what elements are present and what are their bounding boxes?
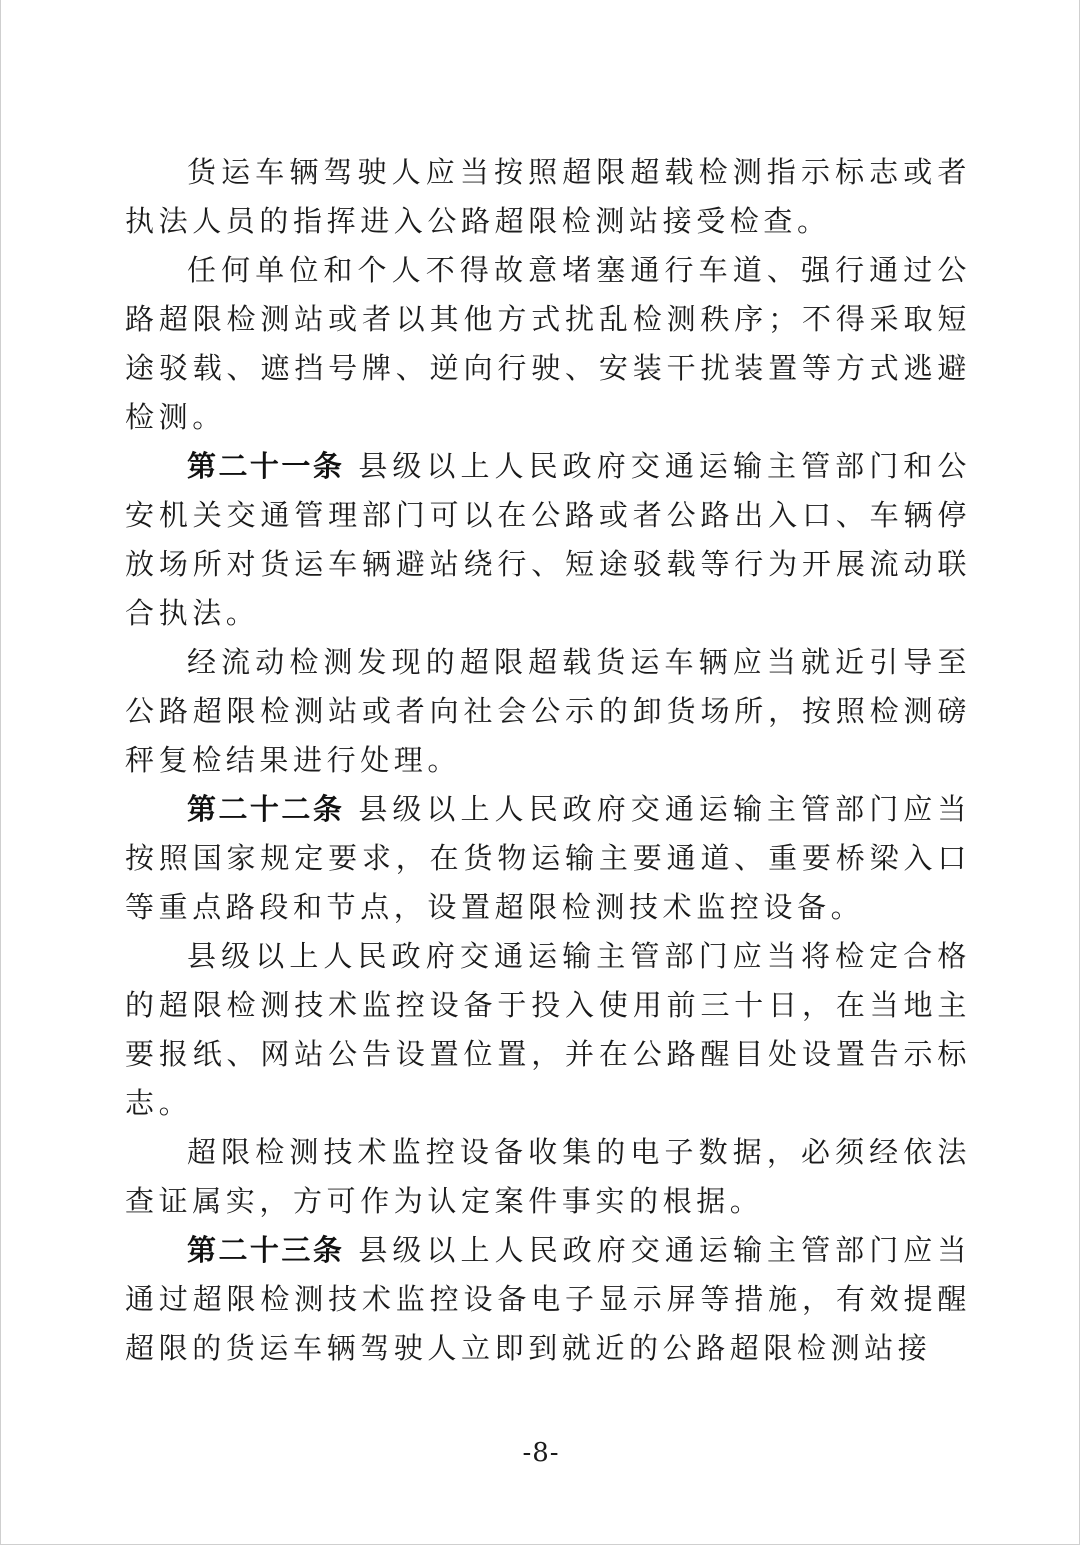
paragraph-text: 县级以上人民政府交通运输主管部门应当将检定合格的超限检测技术监控设备于投入使用前三十日，在当地主要报纸、网站公告设置位置，并在公路醒目处设置告示标志。 [125, 939, 971, 1120]
article-heading: 第二十二条 [187, 792, 345, 826]
paragraph-2 [125, 246, 971, 442]
paragraph-text: 任何单位和个人不得故意堵塞通行车道、强行通过公路超限检测站或者以其他方式扰乱检测秩序；不得采取短途驳载、遮挡号牌、逆向行驶、安装干扰装置等方式逃避检测。 [125, 253, 971, 434]
article-heading: 第二十一条 [187, 449, 345, 483]
paragraph-6 [125, 932, 971, 1128]
paragraph-text: 县级以上人民政府交通运输主管部门应当通过超限检测技术监控设备电子显示屏等措施，有效提醒超限的货运车辆驾驶人立即到就近的公路超限检测站接 [125, 1233, 971, 1365]
paragraph-text: 县级以上人民政府交通运输主管部门应当按照国家规定要求，在货物运输主要通道、重要桥梁入口等重点路段和节点，设置超限检测技术监控设备。 [125, 792, 971, 924]
paragraph-text: 货运车辆驾驶人应当按照超限超载检测指示标志或者执法人员的指挥进入公路超限检测站接受检查。 [125, 155, 971, 238]
paragraph-7 [125, 1128, 971, 1226]
article-22 [125, 785, 971, 932]
paragraph-text: 超限检测技术监控设备收集的电子数据，必须经依法查证属实，方可作为认定案件事实的根据。 [125, 1135, 971, 1218]
document-body [125, 148, 971, 1373]
article-23 [125, 1226, 971, 1373]
paragraph-4 [125, 638, 971, 785]
page-number: -8- [522, 1438, 560, 1468]
paragraph-text: 县级以上人民政府交通运输主管部门和公安机关交通管理部门可以在公路或者公路出入口、车辆停放场所对货运车辆避站绕行、短途驳载等行为开展流动联合执法。 [125, 449, 971, 630]
article-21 [125, 442, 971, 638]
paragraph-text: 经流动检测发现的超限超载货运车辆应当就近引导至公路超限检测站或者向社会公示的卸货场所，按照检测磅秤复检结果进行处理。 [125, 645, 971, 777]
paragraph-1 [125, 148, 971, 246]
article-heading: 第二十三条 [187, 1233, 345, 1267]
